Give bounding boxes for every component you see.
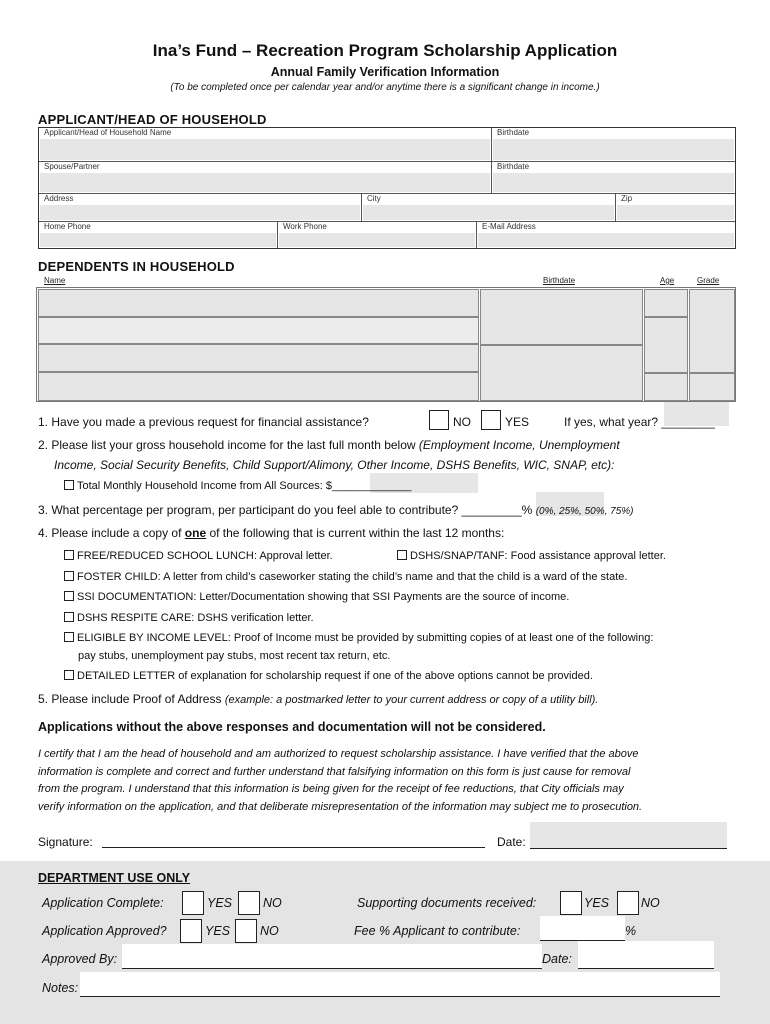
supporting-no-label: NO [641, 896, 660, 910]
date-label: Date: [497, 835, 526, 849]
approved-date-field[interactable] [578, 941, 714, 969]
doc-eligible: ELIGIBLE BY INCOME LEVEL: Proof of Income must be provided by submitting copies of at least one of the following: [64, 631, 653, 646]
notes-field[interactable] [80, 972, 720, 997]
doc-snap: DSHS/SNAP/TANF: Food assistance approval letter. [397, 549, 666, 564]
q1-no-checkbox[interactable] [429, 410, 449, 430]
address-field[interactable] [39, 194, 362, 222]
supporting-docs-label: Supporting documents received: [357, 896, 537, 910]
supporting-yes-label: YES [584, 896, 610, 910]
q1-yes-checkbox[interactable] [481, 410, 501, 430]
app-complete-no-checkbox[interactable] [238, 891, 260, 915]
city-label: City [367, 194, 381, 203]
applicant-section-title: APPLICANT/HEAD OF HOUSEHOLD [38, 112, 267, 127]
q1-yes-label: YES [505, 415, 530, 429]
home-phone-field[interactable] [39, 222, 278, 248]
spouse-label: Spouse/Partner [44, 162, 100, 171]
doc-detailed-checkbox[interactable] [64, 670, 74, 680]
form-subtitle: Annual Family Verification Information [270, 65, 500, 79]
form-note: (To be completed once per calendar year and/or anytime there is a significant change in income.) [170, 82, 600, 93]
warning-text: Applications without the above responses and documentation will not be considered. [38, 720, 546, 734]
supporting-no-checkbox[interactable] [617, 891, 639, 915]
dependent-age-1[interactable] [644, 289, 688, 317]
city-field[interactable] [362, 194, 616, 222]
doc-respite-checkbox[interactable] [64, 612, 74, 622]
email-field[interactable] [477, 222, 735, 248]
approved-by-field[interactable] [122, 944, 542, 969]
dependent-name-1[interactable] [38, 289, 479, 317]
dependent-age-3[interactable] [644, 373, 688, 401]
applicant-name-label: Applicant/Head of Household Name [44, 128, 172, 137]
dependent-name-2[interactable] [38, 317, 479, 344]
work-phone-label: Work Phone [283, 222, 327, 231]
question-3: 3. What percentage per program, per participant do you feel able to contribute? _________% (0%, 25%, 50%, 75%) [38, 503, 634, 517]
q1-follow-up: If yes, what year? ________ [564, 415, 715, 429]
question-2-continued: Income, Social Security Benefits, Child Support/Alimony, Other Income, DSHS Benefits, WIC, SNAP, etc): [54, 458, 615, 472]
dependent-birthdate-1[interactable] [480, 289, 643, 345]
department-title: DEPARTMENT USE ONLY [38, 871, 191, 885]
home-phone-label: Home Phone [44, 222, 91, 231]
dependent-grade-2[interactable] [689, 373, 735, 401]
certification-text: I certify that I am the head of household and am authorized to request scholarship assistance. I have verified that the above information is complete and correct and further understand that falsifying information on this form is just cause for removal from the program. I understand that this information is being given for the receipt of fee reductions, that City officials may verify information on the application, and that deliberate misrepresentation of the information may subject me to prosecution. [38, 748, 643, 813]
signature-label: Signature: [38, 835, 93, 849]
app-complete-no-label: NO [263, 896, 282, 910]
notes-label: Notes: [42, 981, 79, 995]
total-income-item: Total Monthly Household Income from All Sources: $_____________ [64, 479, 412, 494]
app-approved-label: Application Approved? [42, 924, 167, 938]
spouse-birthdate-field[interactable] [492, 162, 735, 194]
form-title: Ina’s Fund – Recreation Program Scholarship Application [152, 41, 618, 60]
question-5: 5. Please include Proof of Address (example: a postmarked letter to your current address or copy of a utility bill). [38, 692, 599, 706]
dependent-birthdate-2[interactable] [480, 345, 643, 401]
app-complete-label: Application Complete: [42, 896, 164, 910]
question-4: 4. Please include a copy of one of the following that is current within the last 12 months: [38, 526, 505, 540]
address-label: Address [44, 194, 74, 203]
question-1: 1. Have you made a previous request for financial assistance? [38, 415, 369, 429]
zip-label: Zip [621, 194, 633, 203]
dependent-grade-1[interactable] [689, 289, 735, 373]
doc-ssi-checkbox[interactable] [64, 591, 74, 601]
dep-col-grade: Grade [697, 276, 720, 285]
app-approved-no-checkbox[interactable] [235, 919, 257, 943]
signature-line[interactable] [102, 832, 485, 848]
zip-field[interactable] [616, 194, 735, 222]
question-2: 2. Please list your gross household income for the last full month below (Employment Income, Unemployment [38, 438, 620, 452]
dep-col-name: Name [44, 276, 66, 285]
work-phone-field[interactable] [278, 222, 477, 248]
approved-by-label: Approved By: [42, 952, 118, 966]
app-approved-no-label: NO [260, 924, 279, 938]
doc-foster: FOSTER CHILD: A letter from child’s caseworker stating the child’s name and that the child is a ward of the state. [64, 570, 627, 585]
date-field[interactable] [530, 822, 727, 849]
total-income-checkbox[interactable] [64, 480, 74, 490]
supporting-yes-checkbox[interactable] [560, 891, 582, 915]
q1-no-label: NO [453, 415, 471, 429]
spouse-field[interactable] [39, 162, 492, 194]
app-approved-yes-label: YES [205, 924, 231, 938]
dependents-section-title: DEPENDENTS IN HOUSEHOLD [38, 259, 235, 274]
fee-percent-field[interactable] [540, 916, 625, 941]
dependent-name-3[interactable] [38, 344, 479, 372]
doc-snap-checkbox[interactable] [397, 550, 407, 560]
app-approved-yes-checkbox[interactable] [180, 919, 202, 943]
doc-respite: DSHS RESPITE CARE: DSHS verification letter. [64, 611, 314, 626]
dep-col-age: Age [660, 276, 675, 285]
doc-foster-checkbox[interactable] [64, 571, 74, 581]
birthdate-label: Birthdate [497, 162, 530, 171]
doc-lunch: FREE/REDUCED SCHOOL LUNCH: Approval letter. [64, 549, 333, 564]
doc-detailed: DETAILED LETTER of explanation for scholarship request if one of the above options cannot be provided. [64, 669, 593, 684]
applicant-birthdate-field[interactable] [492, 128, 735, 162]
app-complete-yes-checkbox[interactable] [182, 891, 204, 915]
applicant-grid [38, 127, 736, 249]
dependents-grid [36, 287, 736, 402]
doc-eligible-continued: pay stubs, unemployment pay stubs, most recent tax return, etc. [78, 650, 391, 662]
dependent-name-4[interactable] [38, 372, 479, 401]
birthdate-label: Birthdate [497, 128, 530, 137]
dep-col-birthdate: Birthdate [543, 276, 576, 285]
dependent-age-2[interactable] [644, 317, 688, 373]
doc-lunch-checkbox[interactable] [64, 550, 74, 560]
fee-percent-label: Fee % Applicant to contribute: [354, 924, 521, 938]
doc-eligible-checkbox[interactable] [64, 632, 74, 642]
approved-date-label: Date: [542, 952, 572, 966]
doc-ssi: SSI DOCUMENTATION: Letter/Documentation showing that SSI Payments are the source of income. [64, 590, 569, 605]
fee-percent-suffix: % [625, 924, 637, 938]
email-label: E-Mail Address [482, 222, 536, 231]
app-complete-yes-label: YES [207, 896, 233, 910]
applicant-name-field[interactable] [39, 128, 492, 162]
